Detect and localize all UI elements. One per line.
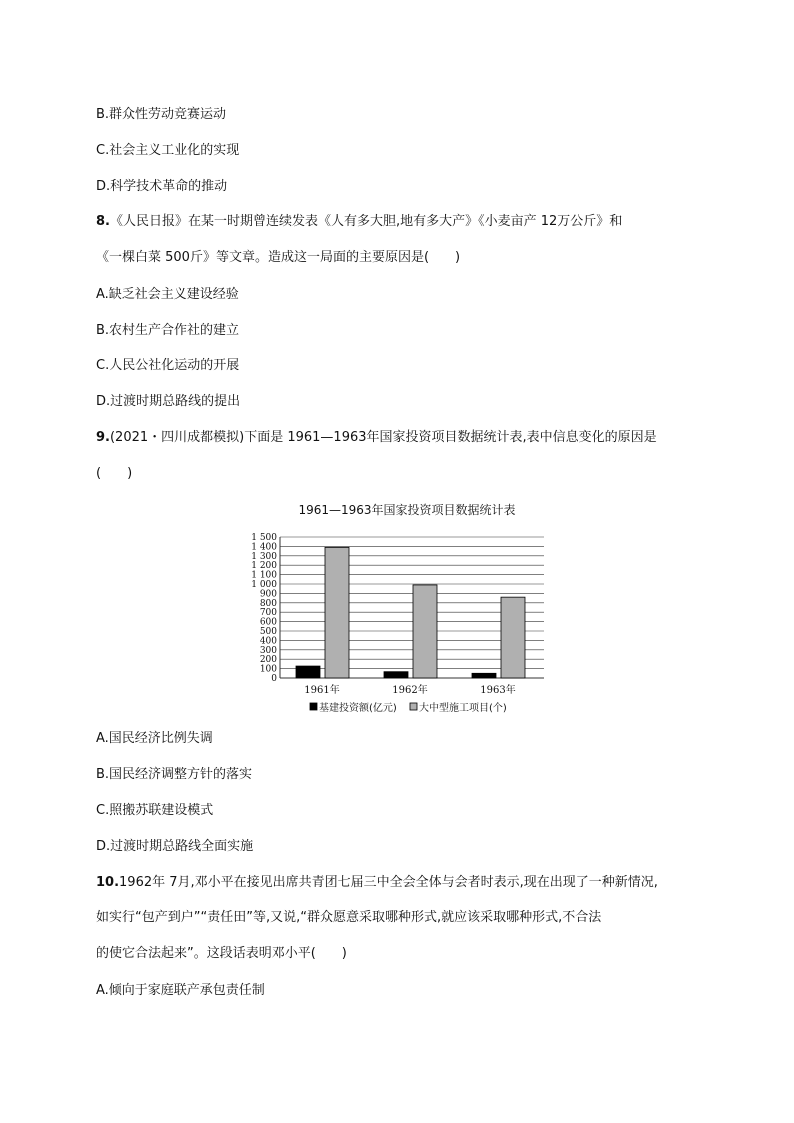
question-9-stem: 9.(2021・四川成都模拟)下面是 1961—1963年国家投资项目数据统计表,表中信息变化的原因是 bbox=[96, 430, 657, 445]
y-tick-label: 1 100 bbox=[251, 570, 277, 581]
x-tick-label: 1963年 bbox=[480, 685, 516, 696]
question-10-stem: 10.1962年 7月,邓小平在接见出席共青团七届三中全会全体与会者时表示,现在出现了一种新情况, bbox=[96, 875, 658, 890]
legend-swatch bbox=[410, 703, 417, 710]
investment-bar-chart bbox=[232, 500, 562, 725]
text-line: ( ) bbox=[96, 466, 133, 481]
y-tick-label: 1 200 bbox=[251, 561, 277, 572]
option-c: C.照搬苏联建设模式 bbox=[96, 803, 214, 818]
y-tick-label: 500 bbox=[259, 627, 277, 637]
option-b: B.国民经济调整方针的落实 bbox=[96, 767, 253, 782]
y-tick-label: 700 bbox=[259, 608, 277, 619]
y-tick-label: 1 400 bbox=[251, 542, 277, 553]
bar-projects bbox=[501, 597, 525, 678]
y-tick-label: 300 bbox=[259, 645, 277, 656]
y-tick-label: 200 bbox=[259, 655, 277, 666]
text-line: C.社会主义工业化的实现 bbox=[96, 143, 240, 158]
y-tick-label: 1 000 bbox=[251, 580, 277, 590]
text-line: 《一棵白菜 500斤》等文章。造成这一局面的主要原因是( ) bbox=[96, 250, 461, 265]
legend-swatch bbox=[310, 703, 317, 710]
text-line: B.群众性劳动竞赛运动 bbox=[96, 107, 227, 122]
question-8-stem: 8.《人民日报》在某一时期曾连续发表《人有多大胆,地有多大产》《小麦亩产 12万公斤》和 bbox=[96, 214, 623, 229]
option-c: C.人民公社化运动的开展 bbox=[96, 358, 240, 373]
y-tick-label: 600 bbox=[259, 617, 277, 628]
option-a: A.倾向于家庭联产承包责任制 bbox=[96, 983, 265, 998]
text-line: 的使它合法起来”。这段话表明邓小平( ) bbox=[96, 946, 347, 961]
text-line: D.科学技术革命的推动 bbox=[96, 179, 228, 194]
bar-projects bbox=[413, 585, 437, 678]
y-tick-label: 400 bbox=[259, 636, 277, 647]
y-tick-label: 900 bbox=[259, 589, 277, 600]
bar-investment bbox=[384, 672, 408, 678]
option-a: A.国民经济比例失调 bbox=[96, 731, 213, 746]
x-tick-label: 1962年 bbox=[392, 685, 428, 696]
y-tick-label: 800 bbox=[259, 598, 277, 609]
bar-investment bbox=[296, 666, 320, 678]
x-tick-label: 1961年 bbox=[304, 685, 340, 696]
option-b: B.农村生产合作社的建立 bbox=[96, 323, 240, 338]
option-a: A.缺乏社会主义建设经验 bbox=[96, 287, 239, 302]
bar-projects bbox=[325, 547, 349, 678]
chart-svg bbox=[232, 500, 562, 725]
chart-title: 1961—1963年国家投资项目数据统计表 bbox=[298, 503, 516, 517]
option-d: D.过渡时期总路线全面实施 bbox=[96, 839, 254, 854]
legend-label: 大中型施工项目(个) bbox=[419, 703, 507, 714]
option-d: D.过渡时期总路线的提出 bbox=[96, 394, 241, 409]
y-tick-label: 1 300 bbox=[251, 551, 277, 562]
y-tick-label: 100 bbox=[259, 664, 277, 675]
y-tick-label: 0 bbox=[271, 674, 277, 684]
legend-label: 基建投资额(亿元) bbox=[319, 703, 397, 714]
text-line: 如实行“包产到户”“责任田”等,又说,“群众愿意采取哪种形式,就应该采取哪种形式,不合法 bbox=[96, 910, 602, 925]
y-tick-label: 1 500 bbox=[251, 533, 277, 543]
bar-investment bbox=[472, 673, 496, 678]
